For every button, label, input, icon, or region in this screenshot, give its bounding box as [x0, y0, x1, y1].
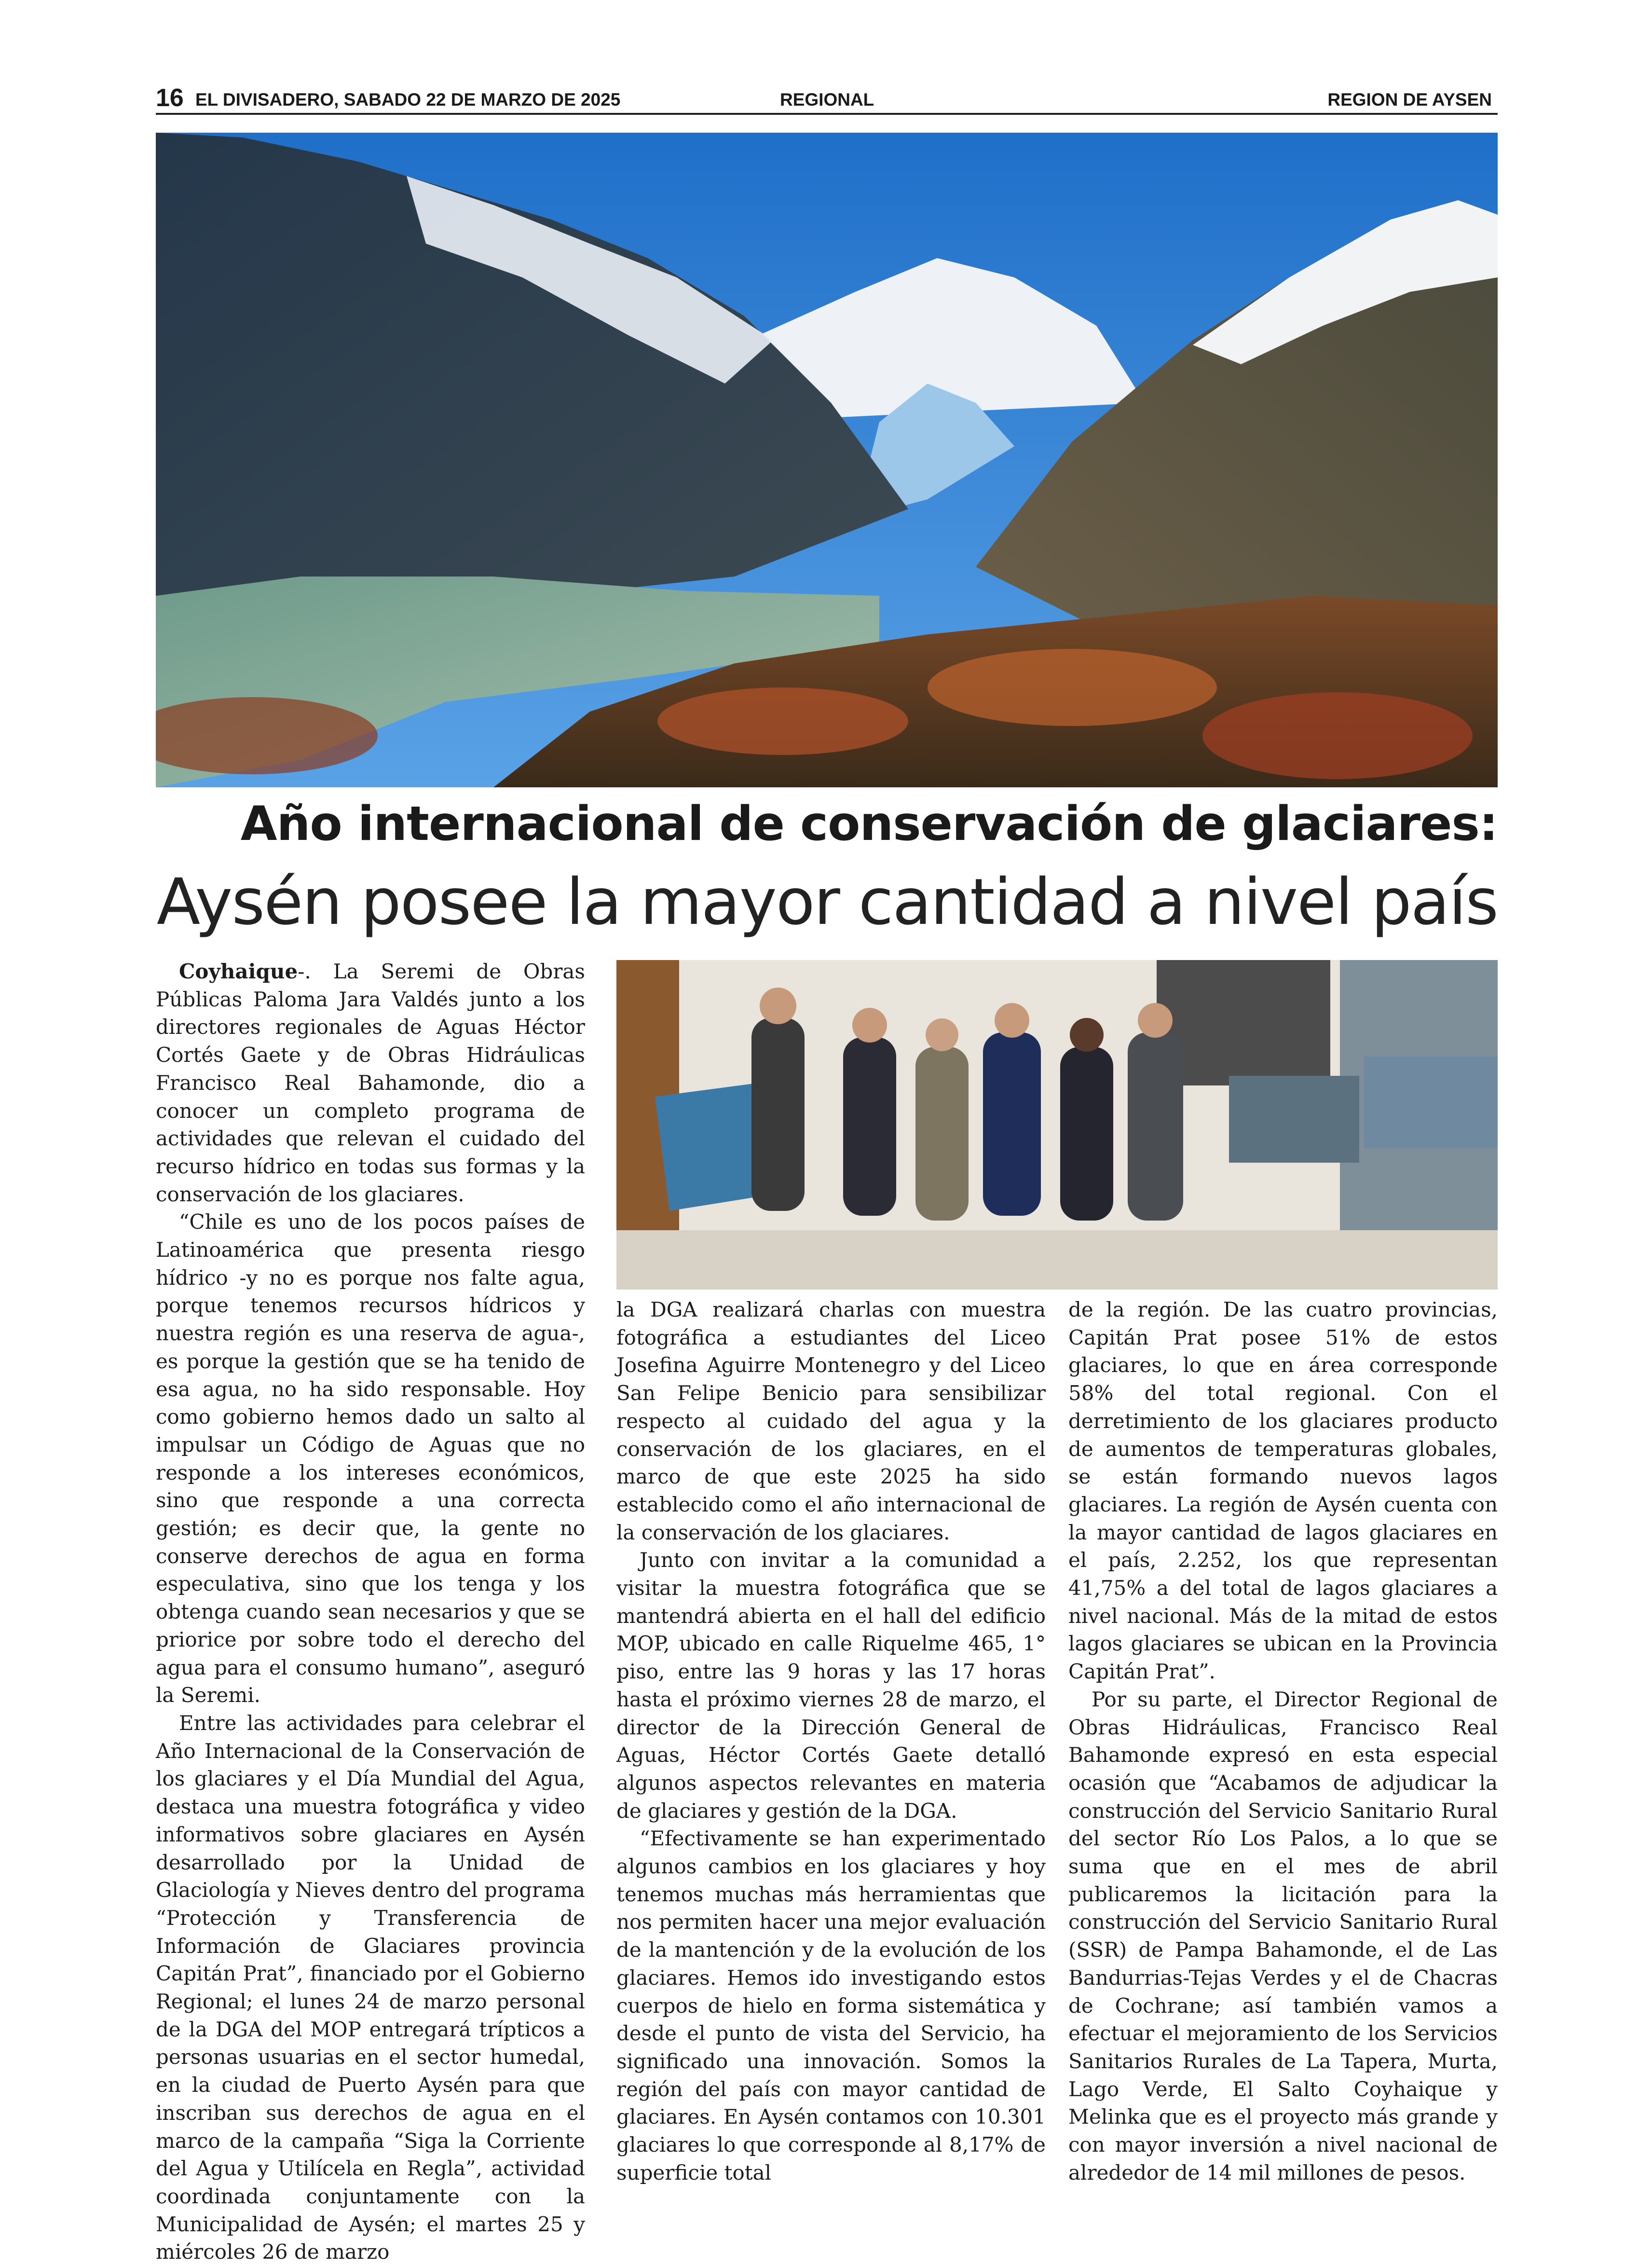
- paragraph: “Efectivamente se han experimentado algunos cambios en los glaciares y hoy tenemos muchas más herramientas que nos permiten hacer una mejor evaluación de la mantención y de la evolución de los glaciares. Hemos ido investigando estos cuerpos de hielo en forma sistemática y desde el punto de vista del Servicio, ha significado una innovación. Somos la región del país con mayor cantidad de glaciares. En Aysén contamos con 10.301 glaciares lo que corresponde al 8,17% de superficie total: [616, 1827, 1046, 2184]
- paragraph: Junto con invitar a la comunidad a visitar la muestra fotográfica que se mantendrá abierta en el hall del edificio MOP, ubicado en calle Riquelme 465, 1° piso, entre las 9 horas y las 17 horas hasta el próximo viernes 28 de marzo, el director de la Dirección General de Aguas, Héctor Cortés Gaete detalló algunos aspectos relevantes en materia de glaciares y gestión de la DGA.: [616, 1548, 1046, 1823]
- article-headline: Aysén posee la mayor cantidad a nivel país: [156, 865, 1498, 939]
- group-exhibition-photo: [616, 960, 1498, 1290]
- section-name: REGIONAL: [780, 90, 874, 110]
- paragraph: de la región. De las cuatro provincias, Capitán Prat posee 51% de estos glaciares, lo que en área corresponde 58% del total regional. Con el derretimiento de los glaciares producto de aumentos de temperaturas globales, se están formando nuevos lagos glaciares. La región de Aysén cuenta con la mayor cantidad de lagos glaciares en el país, 2.252, los que representan 41,75% a del total de lagos glaciares a nivel nacional. Más de la mitad de estos lagos glaciares se ubican en la Provincia Capitán Prat”.: [1068, 1298, 1498, 1684]
- paragraph: “Chile es uno de los pocos países de Latinoamérica que presenta riesgo hídrico -y no es porque nos falte agua, porque tenemos recursos hídricos y nuestra región es una reserva de agua-, es porque la gestión que se ha tenido de esa agua, no ha sido responsable. Hoy como gobierno hemos dado un salto al impulsar un Código de Aguas que no responde a los intereses económicos, sino que responde a una correcta gestión; es decir que, la gente no conserve derechos de agua en forma especulativa, sino que los tenga y los obtenga cuando sean necesarios y que se priorice por sobre todo el derecho del agua para el consumo humano”, aseguró la Seremi.: [156, 1210, 585, 1707]
- issue-date: EL DIVISADERO, SABADO 22 DE MARZO DE 2025: [195, 90, 621, 110]
- paragraph: la DGA realizará charlas con muestra fotográfica a estudiantes del Liceo Josefina Aguirre Montenegro y del Liceo San Felipe Benicio para sensibilizar respecto al cuidado del agua y la conservación de los glaciares, en el marco de que este 2025 ha sido establecido como el año internacional de la conservación de los glaciares.: [616, 1298, 1046, 1544]
- glacier-landscape-photo: [156, 133, 1498, 787]
- article-column-2: [616, 1296, 1046, 2187]
- page-number: 16: [156, 84, 184, 112]
- article-column-1: [156, 958, 585, 2266]
- article-dateline: Coyhaique: [179, 960, 298, 983]
- article-column-3: [1068, 1296, 1498, 2187]
- paragraph: Por su parte, el Director Regional de Obras Hidráulicas, Francisco Real Bahamonde expresó en esta especial ocasión que “Acabamos de adjudicar la construcción del Servicio Sanitario Rural del sector Río Los Palos, a lo que se suma que en el mes de abril publicaremos la licitación para la construcción del Servicio Sanitario Rural (SSR) de Pampa Bahamonde, el de Las Bandurrias-Tejas Verdes y el de Chacras de Cochrane; así también vamos a efectuar el mejoramiento de los Servicios Sanitarios Rurales de La Tapera, Murta, Lago Verde, El Salto Coyhaique y Melinka que es el proyecto más grande y con mayor inversión a nivel nacional de alrededor de 14 mil millones de pesos.: [1068, 1687, 1498, 2184]
- region-name: REGION DE AYSEN: [1327, 90, 1492, 110]
- paragraph: Entre las actividades para celebrar el Año Internacional de la Conservación de los glaciares y el Día Mundial del Agua, destaca una muestra fotográfica y video informativos sobre glaciares en Aysén desarrollado por la Unidad de Glaciología y Nieves dentro del programa “Protección y Transferencia de Información de Glaciares provincia Capitán Prat”, financiado por el Gobierno Regional; el lunes 24 de marzo personal de la DGA del MOP entregará trípticos a personas usuarias en el sector humedal, en la ciudad de Puerto Aysén para que inscriban sus derechos de agua en el marco de la campaña “Siga la Corriente del Agua y Utilícela en Regla”, actividad coordinada conjuntamente con la Municipalidad de Aysén; el martes 25 y miércoles 26 de marzo: [156, 1711, 585, 2264]
- paragraph: Coyhaique-. La Seremi de Obras Públicas Paloma Jara Valdés junto a los directores regionales de Aguas Héctor Cortés Gaete y de Obras Hidráulicas Francisco Real Bahamonde, dio a conocer un completo programa de actividades que relevan el cuidado del recurso hídrico en todas sus formas y la conservación de los glaciares.: [156, 960, 585, 1206]
- page-header: [156, 83, 1498, 115]
- article-kicker: Año internacional de conservación de glaciares:: [240, 797, 1498, 851]
